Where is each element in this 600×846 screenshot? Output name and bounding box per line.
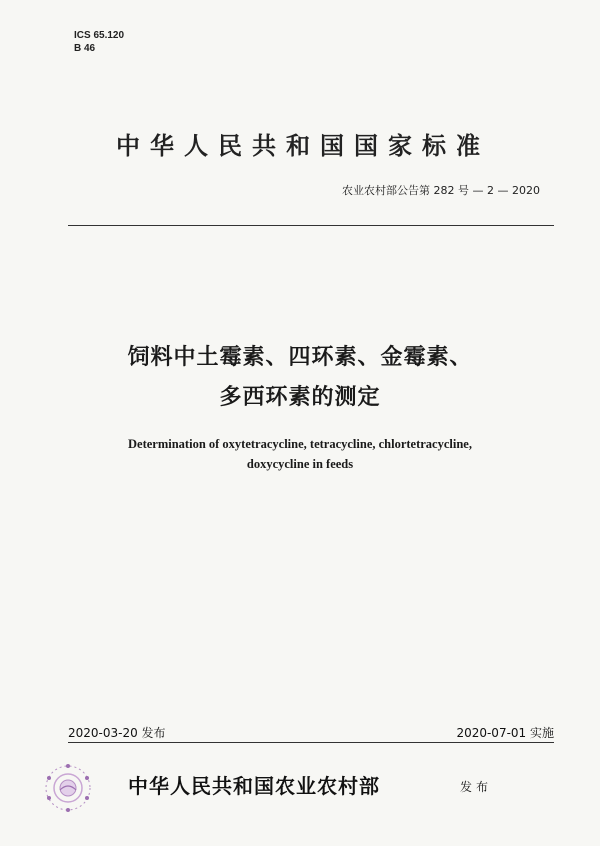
footer-divider [68, 742, 554, 743]
chinese-title-line-2: 多西环素的测定 [219, 385, 381, 410]
ics-code: ICS 65.120 [74, 30, 125, 41]
english-title-line-2: doxycycline in feeds [246, 457, 354, 471]
ministry-emblem-icon [40, 760, 96, 816]
standard-type-title: 中华人民共和国国家标准 [116, 132, 490, 160]
english-title-line-1: Determination of oxytetracycline, tetracycline, chlortetracycline, [128, 437, 472, 451]
publish-date: 2020-03-20 发布 [68, 726, 166, 740]
effective-date: 2020-07-01 实施 [456, 726, 554, 740]
chinese-title-line-1: 饲料中土霉素、四环素、金霉素、 [127, 345, 473, 370]
issued-label: 发布 [460, 780, 493, 794]
header-divider [68, 225, 554, 226]
issuing-authority: 中华人民共和国农业农村部 [128, 774, 380, 798]
announcement-number: 农业农村部公告第 282 号 — 2 — 2020 [342, 184, 540, 197]
ccs-code: B 46 [74, 43, 96, 54]
